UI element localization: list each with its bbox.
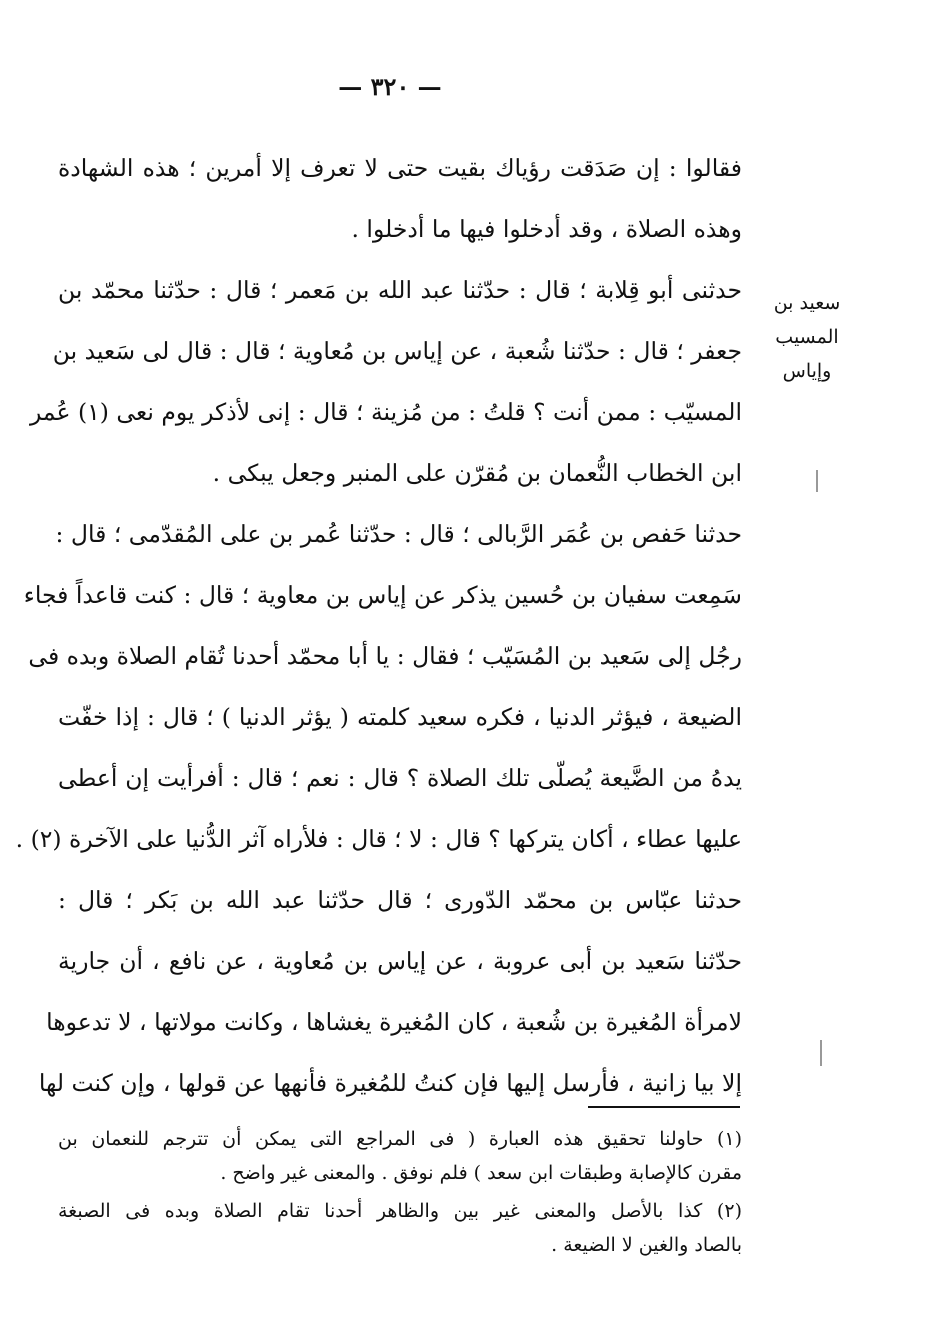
page-number: — ٣٢٠ — [338,72,442,101]
text-line: إلا بيا زانية ، فأرسل إليها فإن كنتُ للمُغيرة فأنهها عن قولها ، وإن كنت لها [38,1069,742,1097]
margin-note-line: وإياس [782,360,832,382]
text-line: المسيّب : ممن أنت ؟ قلتُ : من مُزينة ؛ قال : إنى لأذكر يوم نعى (١) عُمر [29,398,742,426]
footnote-line: بالصاد والغين لا الضيعة . [551,1234,742,1256]
paragraph [15,504,742,870]
paragraph [58,138,742,260]
scan-mark [816,470,818,492]
text-line: جعفر ؛ قال : حدّثنا شُعبة ، عن إياس بن مُعاوية ؛ قال : قال لى سَعيد بن [52,337,742,365]
footnote [58,1122,742,1190]
text-line: حدّثنا سَعيد بن أبى عروبة ، عن إياس بن مُعاوية ، عن نافع ، أن جارية [58,947,742,975]
main-text [15,138,742,1114]
text-line: حدثنا حَفص بن عُمَر الرَّبالى ؛ قال : حدّثنا عُمر بن على المُقدّمى ؛ قال : [55,520,742,548]
text-line: عليها عطاء ، أكان يتركها ؟ قال : لا ؛ قال : فلأراه آثر الدُّنيا على الآخرة (٢) . [15,825,742,853]
text-line: رجُل إلى سَعيد بن المُسَيّب ؛ فقال : يا أبا محمّد أحدنا تُقام الصلاة وبده فى [28,642,742,670]
scan-mark [820,1040,822,1066]
footnotes [58,1122,742,1262]
text-line: حدثنى أبو قِلابة ؛ قال : حدّثنا عبد الله بن مَعمر ؛ قال : حدّثنا محمّد بن [58,276,742,304]
footnote [58,1194,742,1262]
text-line: يدهُ من الضَّيعة يُصلّى تلك الصلاة ؟ قال : نعم ؛ قال : أفرأيت إن أعطى [58,764,742,792]
text-line: فقالوا : إن صَدَقت رؤياك بقيت حتى لا تعرف إلا أمرين ؛ هذه الشهادة [58,154,742,182]
text-line: سَمِعت سفيان بن حُسين يذكر عن إياس بن معاوية ؛ قال : كنت قاعداً فجاء [23,581,742,609]
text-line: لامرأة المُغيرة بن شُعبة ، كان المُغيرة يغشاها ، وكانت مولاتها ، لا تدعوها [46,1008,742,1036]
footnote-line: (٢) كذا بالأصل والمعنى غير بين والظاهر أحدنا تقام الصلاة وبده فى الصبغة [58,1200,742,1222]
margin-note-line: سعيد بن المسيب [773,292,841,348]
footnote-line: (١) حاولنا تحقيق هذه العبارة ( فى المراجع التى يمكن أن تترجم للنعمان بن [58,1128,742,1150]
text-line: وهذه الصلاة ، وقد أدخلوا فيها ما أدخلوا . [351,215,742,243]
margin-note [752,286,862,388]
text-line: ابن الخطاب النُّعمان بن مُقرّن على المنبر وجعل يبكى . [212,459,742,487]
text-line: الضيعة ، فيؤثر الدنيا ، فكره سعيد كلمته ( يؤثر الدنيا ) ؛ قال : إذا خفّت [58,703,742,731]
text-line: حدثنا عبّاس بن محمّد الدّورى ؛ قال حدّثنا عبد الله بن بَكر ؛ قال : [58,886,742,914]
paragraph [29,260,742,504]
footnote-separator [588,1106,740,1108]
paragraph [38,870,742,1114]
footnote-line: مقرن كالإصابة وطبقات ابن سعد ) فلم نوفق . والمعنى غير واضح . [220,1162,742,1184]
